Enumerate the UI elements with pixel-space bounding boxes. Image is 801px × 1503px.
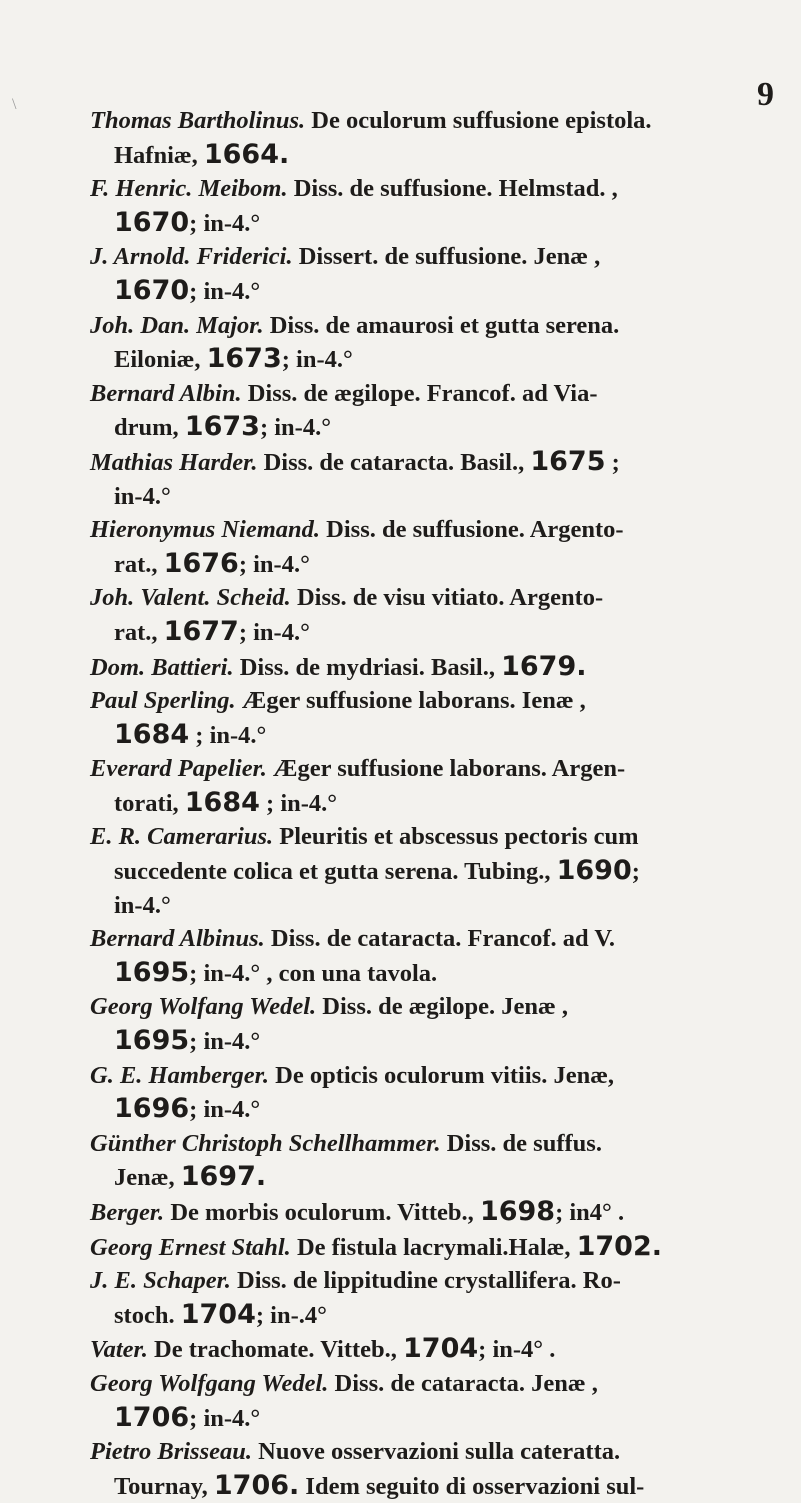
entry-suffix: ; <box>605 448 620 476</box>
bibliography-entry <box>90 1367 780 1435</box>
entry-text: Eiloniæ, <box>114 346 207 374</box>
entry-line <box>90 650 780 685</box>
entry-text: Diss. de ægilope. Jenæ , <box>316 993 568 1021</box>
entry-line <box>90 922 780 956</box>
entry-year: 1670 <box>114 206 190 238</box>
entry-author: J. E. Schaper. <box>90 1267 231 1295</box>
entry-text: stoch. <box>114 1301 181 1329</box>
entry-text: Hafniæ, <box>114 141 204 169</box>
entry-year: 1673 <box>206 343 282 375</box>
entry-author: Dom. Battieri. <box>90 653 234 681</box>
entry-line <box>90 410 780 445</box>
entry-line <box>90 1230 780 1265</box>
bibliography-entry <box>90 104 780 172</box>
entry-author: Vater. <box>90 1336 148 1364</box>
bibliography-entry <box>90 445 780 513</box>
entry-suffix: ; in-4.° <box>259 789 338 817</box>
entry-suffix: ; in-4.° , con una tavola. <box>189 959 438 987</box>
entry-author: Paul Sperling. <box>90 687 236 715</box>
entry-line <box>90 172 780 206</box>
entry-line <box>90 104 780 138</box>
bibliography-entry <box>90 309 780 377</box>
bibliography-entry <box>90 684 780 752</box>
bibliography-entry <box>90 1059 780 1127</box>
entry-author: Georg Wolfgang Wedel. <box>90 1369 329 1397</box>
entry-author: Joh. Dan. Major. <box>90 311 264 339</box>
entry-text: De morbis oculorum. Vitteb., <box>164 1199 480 1226</box>
entry-text: Tournay, <box>114 1472 214 1500</box>
entry-text: De trachomate. Vitteb., <box>147 1336 404 1364</box>
entry-line <box>90 990 780 1024</box>
bibliography-entry <box>90 377 780 445</box>
entry-text: Diss. de suffus. <box>440 1129 602 1157</box>
entry-suffix: ; in-.4° <box>255 1301 327 1329</box>
entry-year: 1676 <box>163 547 239 579</box>
entry-year: 1684 <box>184 786 260 818</box>
entry-author: E. R. Camerarius. <box>90 823 274 851</box>
entry-year: 1684 <box>114 718 190 750</box>
entry-line <box>90 889 780 923</box>
entry-line <box>90 1469 780 1503</box>
entry-text: Diss. de visu vitiato. Argento- <box>290 584 604 612</box>
bibliography-entry <box>90 820 780 922</box>
entry-author: Georg Ernest Stahl. <box>90 1233 291 1261</box>
entry-year: 1695 <box>114 956 190 988</box>
entry-suffix: Idem seguito di osservazioni sul- <box>299 1472 645 1500</box>
entry-line <box>90 1332 780 1367</box>
entry-line <box>90 956 780 991</box>
entry-line <box>90 1367 780 1401</box>
entry-author: Bernard Albin. <box>90 379 242 407</box>
bibliography-entry <box>90 1230 780 1265</box>
entry-suffix: ; in-4.° <box>189 1028 261 1056</box>
entry-line <box>90 445 780 480</box>
entry-line <box>90 240 780 274</box>
entry-line <box>90 1059 780 1093</box>
entry-author: J. Arnold. Friderici. <box>90 243 293 271</box>
entry-text: Diss. de suffusione. Argento- <box>320 516 624 544</box>
entry-text: Diss. de cataracta. Basil., <box>257 448 531 476</box>
entry-suffix: ; in-4.° <box>189 209 261 237</box>
bibliography-entry <box>90 990 780 1058</box>
entry-suffix: ; in-4.° <box>189 277 261 305</box>
entry-line <box>90 1264 780 1298</box>
entry-line <box>90 342 780 377</box>
bibliography-entry <box>90 752 780 820</box>
entry-line <box>90 1160 780 1195</box>
entry-suffix: ; in-4.° <box>189 1096 261 1124</box>
entry-author: Berger. <box>90 1199 165 1226</box>
bibliography-entry <box>90 922 780 990</box>
entry-year: 1679. <box>501 650 587 682</box>
entry-year: 1702. <box>576 1230 663 1262</box>
entry-author: Bernard Albinus. <box>90 925 265 953</box>
entry-line <box>90 854 780 889</box>
bibliography-entry <box>90 1332 780 1367</box>
entry-text: Æger suffusione laborans. Ienæ , <box>235 687 586 715</box>
entry-year: 1664. <box>203 138 290 170</box>
entry-text: Diss. de ægilope. Francof. ad Via- <box>241 379 598 407</box>
entry-text: Diss. de mydriasi. Basil., <box>233 653 502 681</box>
entry-author: Thomas Bartholinus. <box>90 107 306 134</box>
bibliography-entry <box>90 1435 780 1503</box>
entry-author: G. E. Hamberger. <box>90 1061 269 1089</box>
entry-line <box>90 377 780 411</box>
bibliography-entry <box>90 581 780 649</box>
margin-mark: \ <box>12 96 17 113</box>
entry-text: Diss. de lippitudine crystallifera. Ro- <box>230 1267 621 1295</box>
entry-text: torati, <box>114 789 185 817</box>
entry-suffix: ; in-4.° <box>189 721 267 749</box>
entry-text: Diss. de cataracta. Jenæ , <box>328 1369 598 1397</box>
entry-text: Æger suffusione laborans. Argen- <box>266 755 626 783</box>
entry-line <box>90 274 780 309</box>
entry-text: succedente colica et gutta serena. Tubing., <box>114 858 557 886</box>
entry-line <box>90 718 780 753</box>
entry-year: 1670 <box>114 274 190 306</box>
entry-text: Nuove osservazioni sulla cateratta. <box>252 1438 621 1466</box>
entry-line <box>90 1127 780 1161</box>
entry-text: in-4.° <box>114 482 171 510</box>
bibliography-entry <box>90 240 780 308</box>
entry-line <box>90 1435 780 1469</box>
entry-text: Diss. de suffusione. Helmstad. , <box>287 175 618 203</box>
entry-author: Günther Christoph Schellhammer. <box>90 1129 441 1157</box>
entry-year: 1677 <box>163 615 239 647</box>
entry-text: De opticis oculorum vitiis. Jenæ, <box>269 1061 615 1089</box>
entry-text: Diss. de amaurosi et gutta serena. <box>263 311 620 339</box>
bibliography-entry <box>90 1195 780 1230</box>
entry-author: Georg Wolfang Wedel. <box>90 993 317 1021</box>
page-number: 9 <box>757 76 774 113</box>
entry-year: 1706. <box>213 1469 300 1501</box>
entry-author: Joh. Valent. Scheid. <box>90 584 291 612</box>
entry-line <box>90 752 780 786</box>
entry-author: Pietro Brisseau. <box>90 1438 252 1466</box>
entry-text: Pleuritis et abscessus pectoris cum <box>273 823 639 851</box>
entry-text: De oculorum suffusione epistola. <box>305 107 652 134</box>
entry-line <box>90 581 780 615</box>
entry-suffix: ; in-4.° <box>259 414 332 442</box>
entry-line <box>90 615 780 650</box>
entry-text: Diss. de cataracta. Francof. ad V. <box>264 925 615 953</box>
entry-suffix: ; in-4.° <box>281 346 353 374</box>
bibliography-entry <box>90 172 780 240</box>
entry-year: 1696 <box>114 1093 190 1125</box>
entry-line <box>90 1195 780 1230</box>
entry-year: 1697. <box>180 1161 267 1193</box>
entry-line <box>90 820 780 854</box>
entry-year: 1675 <box>530 445 606 477</box>
entry-suffix: ; <box>631 858 640 886</box>
entry-text: De fistula lacrymali.Halæ, <box>290 1233 577 1261</box>
entry-year: 1673 <box>184 411 260 443</box>
entry-line <box>90 1401 780 1436</box>
entry-year: 1704 <box>180 1298 256 1330</box>
entry-author: Everard Papelier. <box>90 755 267 783</box>
entry-author: Hieronymus Niemand. <box>90 516 321 544</box>
entry-line <box>90 547 780 582</box>
entry-year: 1698 <box>479 1196 556 1227</box>
entry-year: 1704 <box>403 1333 479 1365</box>
entry-line <box>90 513 780 547</box>
entry-suffix: ; in4° . <box>555 1199 625 1226</box>
entry-suffix: ; in-4.° <box>189 1404 261 1432</box>
entry-text: rat., <box>114 550 164 578</box>
entry-line <box>90 684 780 718</box>
entry-line <box>90 1024 780 1059</box>
entry-text: rat., <box>114 618 164 646</box>
entry-line <box>90 480 780 514</box>
entry-line <box>90 138 780 173</box>
entry-year: 1706 <box>114 1401 190 1433</box>
entry-line <box>90 309 780 343</box>
entry-author: Mathias Harder. <box>90 448 258 476</box>
entry-suffix: ; in-4° . <box>478 1336 556 1364</box>
bibliography-entry <box>90 650 780 685</box>
entry-year: 1690 <box>556 855 632 887</box>
entry-author: F. Henric. Meibom. <box>90 175 288 203</box>
bibliography-list <box>90 104 780 1503</box>
entry-text: drum, <box>114 414 185 442</box>
entry-line <box>90 1298 780 1333</box>
entry-text: Jenæ, <box>114 1164 181 1192</box>
bibliography-entry <box>90 513 780 581</box>
entry-suffix: ; in-4.° <box>238 618 310 646</box>
entry-year: 1695 <box>114 1025 190 1057</box>
entry-text: in-4.° <box>114 891 171 919</box>
entry-line <box>90 206 780 241</box>
entry-line <box>90 786 780 821</box>
entry-text: Dissert. de suffusione. Jenæ , <box>292 243 601 271</box>
entry-suffix: ; in-4.° <box>238 550 310 578</box>
bibliography-entry <box>90 1127 780 1195</box>
entry-line <box>90 1092 780 1127</box>
bibliography-entry <box>90 1264 780 1332</box>
